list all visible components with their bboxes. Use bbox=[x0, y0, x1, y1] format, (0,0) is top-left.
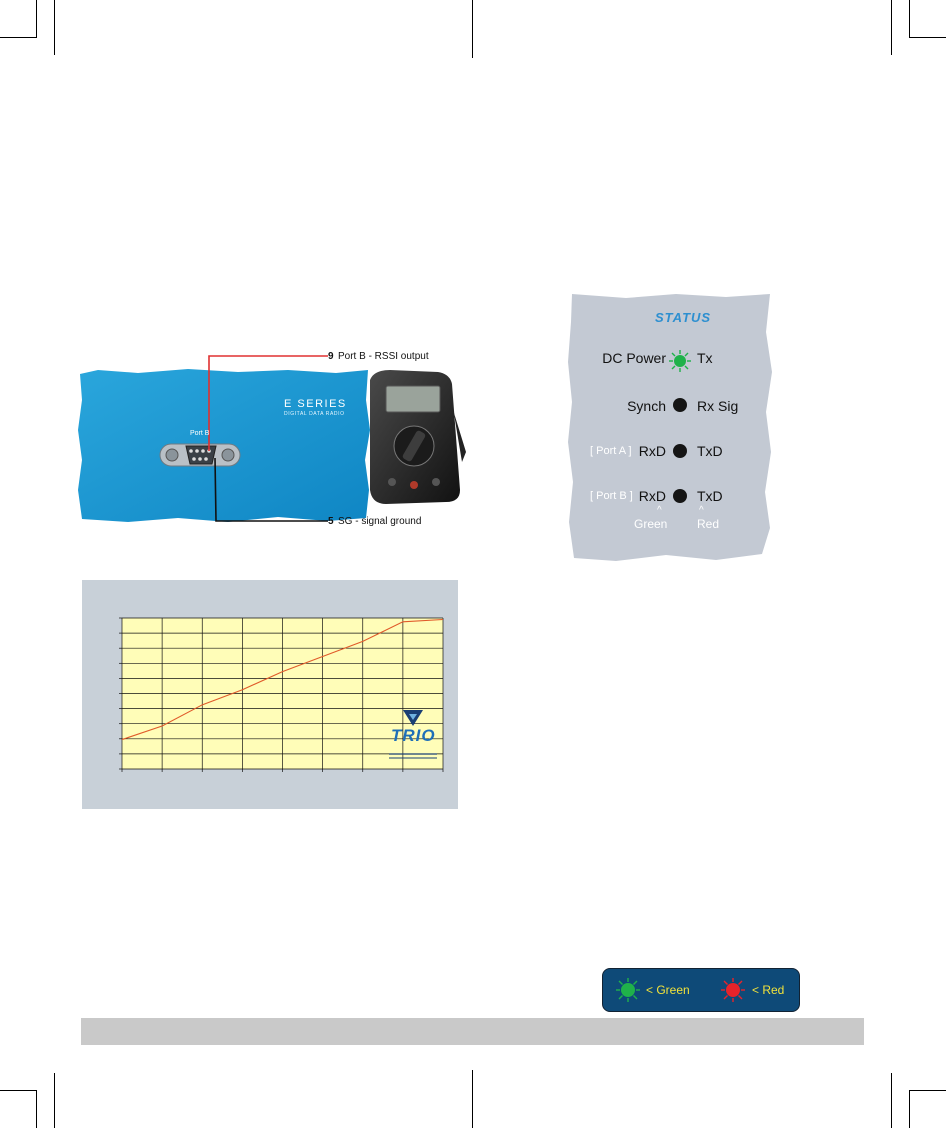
trio-logo-text: TRIO bbox=[391, 726, 436, 745]
port-b-prefix: [ Port B ] bbox=[590, 490, 633, 502]
rssi-chart-plot bbox=[82, 580, 458, 809]
port-a-txd-label: TxD bbox=[697, 443, 723, 459]
led-green-icon bbox=[669, 350, 691, 372]
green-led-icon bbox=[616, 978, 640, 1002]
red-hint: Red bbox=[697, 517, 720, 531]
legend-red-label: < Red bbox=[752, 983, 785, 997]
tx-label: Tx bbox=[697, 350, 713, 366]
green-caret: ^ bbox=[657, 505, 662, 516]
radio-panel-illustration bbox=[78, 340, 478, 540]
synch-led bbox=[673, 398, 687, 412]
synch-label: Synch bbox=[627, 398, 666, 414]
rssi-diagram bbox=[78, 340, 478, 540]
port-b-txd-label: TxD bbox=[697, 488, 723, 504]
legend-green-label: < Green bbox=[646, 983, 690, 997]
trio-logo bbox=[387, 708, 439, 760]
status-panel-background bbox=[566, 292, 774, 564]
radio-brand: E SERIES bbox=[284, 398, 347, 410]
port-b-led bbox=[673, 489, 687, 503]
port-b-rxd-label: RxD bbox=[638, 488, 666, 504]
pin5-label: SG - signal ground bbox=[338, 516, 422, 527]
green-led-burst-icon bbox=[616, 978, 640, 1002]
port-a-rxd-label: RxD bbox=[638, 443, 666, 459]
port-a-prefix: [ Port A ] bbox=[590, 445, 632, 457]
red-led-burst-icon bbox=[721, 978, 745, 1002]
status-title: STATUS bbox=[655, 310, 712, 325]
dc-power-label: DC Power bbox=[602, 350, 666, 366]
port-a-led bbox=[673, 444, 687, 458]
rssi-chart bbox=[82, 580, 458, 809]
led-legend bbox=[602, 968, 800, 1012]
port-label: Port B bbox=[190, 430, 210, 437]
rx-sig-label: Rx Sig bbox=[697, 398, 739, 414]
radio-subtitle: DIGITAL DATA RADIO bbox=[284, 411, 345, 417]
status-panel bbox=[566, 292, 774, 564]
green-hint: Green bbox=[634, 517, 668, 531]
pin5-number: 5 bbox=[328, 516, 334, 527]
dc-power-led bbox=[669, 350, 691, 372]
pin9-number: 9 bbox=[328, 351, 334, 362]
red-led-icon bbox=[721, 978, 745, 1002]
pin9-label: Port B - RSSI output bbox=[338, 351, 429, 362]
page-footer-bar bbox=[81, 1018, 864, 1045]
red-caret: ^ bbox=[699, 505, 704, 516]
